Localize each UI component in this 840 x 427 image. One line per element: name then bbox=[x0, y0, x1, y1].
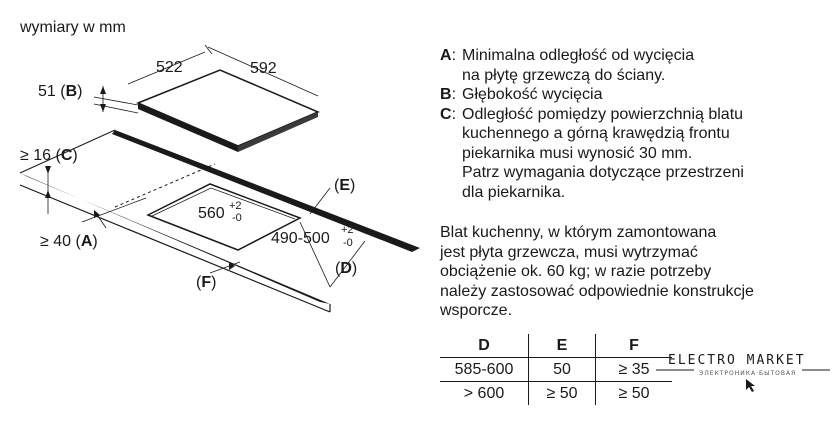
b-dimension-label: 51 (B) bbox=[38, 83, 83, 100]
legend bbox=[440, 46, 835, 202]
hob-top bbox=[138, 70, 318, 146]
svg-text:-0: -0 bbox=[232, 212, 242, 224]
svg-text:+2: +2 bbox=[229, 200, 242, 212]
hob-width-label: 522 bbox=[156, 59, 183, 76]
dimensions-table bbox=[440, 334, 672, 405]
f-dimension-label: (F) bbox=[196, 274, 217, 291]
e-dimension-label: (E) bbox=[334, 177, 356, 194]
legend-item-b: B: Głębokość wycięcia bbox=[440, 86, 603, 103]
d-dimension-label: (D) bbox=[335, 260, 358, 277]
load-note: Blat kuchenny, w którym zamontowana jest płyta grzewcza, musi wytrzymać obciążenie ok. 60 kg; w razie potrzeby należy zastosować odpowiednie konstrukcje wsporcze. bbox=[440, 224, 754, 319]
cursor-icon bbox=[746, 379, 755, 392]
legend-item-c: C: Odległość pomiędzy powierzchnią blatu kuchennego a górną krawędzią frontu piekarnika musi wynosić 30 mm. Patrz wymagania dotyczące przestrzeni dla piekarnika. bbox=[440, 105, 744, 201]
table-row: 585-600 50 ≥ 35 bbox=[440, 358, 672, 382]
cutout-width-label: 560 bbox=[198, 205, 225, 222]
table-header-row: D E F bbox=[440, 334, 672, 358]
svg-text:+2: +2 bbox=[341, 224, 354, 236]
hob-depth-label: 592 bbox=[250, 60, 277, 77]
svg-text:-0: -0 bbox=[343, 237, 353, 249]
c-dimension-label: ≥ 16 (C) bbox=[20, 147, 78, 164]
table-row: > 600 ≥ 50 ≥ 50 bbox=[440, 382, 672, 406]
svg-text:ЭЛЕКТРОНИКА·БЫТОВАЯ: ЭЛЕКТРОНИКА·БЫТОВАЯ bbox=[699, 370, 797, 377]
units-caption: wymiary w mm bbox=[20, 19, 126, 36]
electro-market-watermark bbox=[654, 346, 834, 394]
cutout-depth-label: 490-500 bbox=[271, 230, 330, 247]
legend-item-a: A: Minimalna odległość od wycięcia na płytę grzewczą do ściany. bbox=[440, 47, 695, 84]
svg-text:ELECTRO MARKET: ELECTRO MARKET bbox=[668, 353, 806, 368]
a-dimension-label: ≥ 40 (A) bbox=[40, 233, 98, 250]
